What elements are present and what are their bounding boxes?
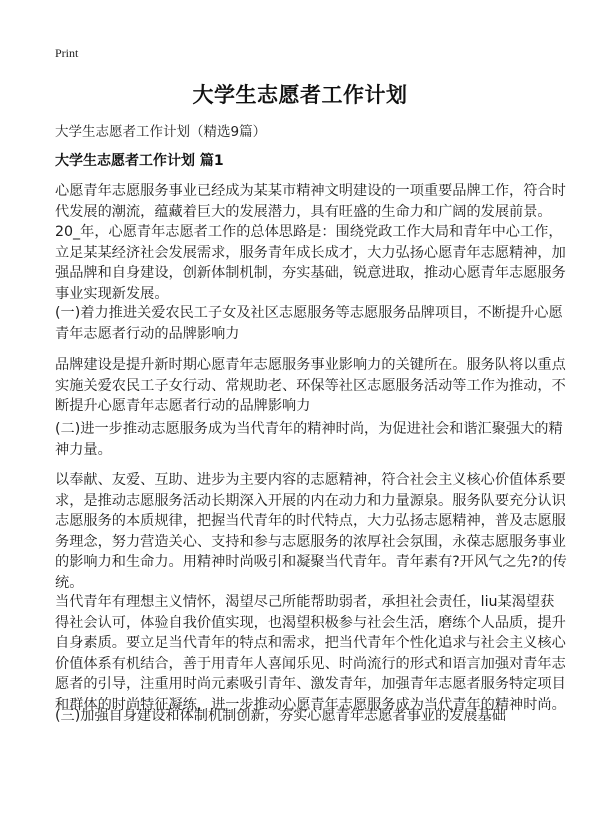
- paragraph-line: 以奉献、友爱、互助、进步为主要内容的志愿精神，符合社会主义核心价值体系要: [55, 472, 566, 488]
- paragraph-line: 代发展的潮流，蕴藏着巨大的发展潜力，具有旺盛的生命力和广阔的发展前景。: [55, 203, 552, 220]
- paragraph-line: 青年志愿者行动的品牌影响力: [55, 325, 240, 342]
- paragraph-line: 20_年，心愿青年志愿者工作的总体思路是：围绕党政工作大局和青年中心工作，: [55, 224, 563, 240]
- paragraph-line: 当代青年有理想主义情怀，渴望尽己所能帮助弱者，承担社会责任，liu某渴望获: [55, 594, 555, 610]
- paragraph-line: 务理念，努力营造关心、支持和参与志愿服务的浓厚社会氛围，永葆志愿服务事业: [55, 533, 566, 550]
- subheading-two: [55, 419, 563, 460]
- subheading-one: [55, 303, 563, 344]
- paragraph-line: 事业实现新发展。: [55, 285, 169, 302]
- paragraph-youth: [55, 592, 566, 715]
- paragraph-line: 强品牌和自身建设，创新体制机制，夯实基础，锐意进取，推动心愿青年志愿服务: [55, 265, 566, 281]
- paragraph-line: 断提升心愿青年志愿者行动的品牌影响力: [55, 398, 311, 414]
- paragraph-line: (三)加强自身建设和体制机制创新，夯实心愿青年志愿者事业的发展基础: [55, 708, 506, 724]
- paragraph-line: 实施关爱农民工子女行动、常规助老、环保等社区志愿服务活动等工作为推动，不: [55, 377, 566, 394]
- paragraph-spirit: [55, 470, 567, 593]
- paragraph-line: 品牌建设是提升新时期心愿青年志愿服务事业影响力的关键所在。服务队将以重点: [55, 357, 566, 373]
- paragraph-line: 立足某某经济社会发展需求，服务青年成长成才，大力弘扬心愿青年志愿精神，加: [55, 244, 566, 261]
- page-title: 大学生志愿者工作计划: [192, 83, 408, 107]
- paragraph-line: 价值体系有机结合，善于用青年人喜闻乐见、时尚流行的形式和语言加强对青年志: [55, 655, 566, 672]
- paragraph-line: 神力量。: [55, 441, 112, 458]
- print-label: Print: [55, 46, 79, 60]
- paragraph-brand: [55, 355, 566, 417]
- paragraph-line: 统。: [55, 574, 84, 591]
- section-heading: 大学生志愿者工作计划 篇1: [55, 153, 224, 169]
- subheading-three: [55, 706, 535, 727]
- paragraph-line: (一)着力推进关爱农民工子女及社区志愿服务等志愿服务品牌项目，不断提升心愿: [55, 305, 563, 321]
- paragraph-line: 愿者的引导，注重用时尚元素吸引青年、激发青年，加强青年志愿者服务特定项目: [55, 676, 566, 692]
- paragraph-line: 的影响力和生命力。用精神时尚吸引和凝聚当代青年。青年素有?开风气之先?的传: [55, 554, 567, 570]
- paragraph-line: 心愿青年志愿服务事业已经成为某某市精神文明建设的一项重要品牌工作，符合时: [55, 183, 566, 199]
- paragraph-intro: [55, 181, 566, 304]
- paragraph-line: (二)进一步推动志愿服务成为当代青年的精神时尚，为促进社会和谐汇聚强大的精: [55, 421, 563, 437]
- paragraph-line: 志愿服务的本质规律，把握当代青年的时代特点，大力弘扬志愿精神，普及志愿服: [55, 513, 566, 529]
- paragraph-line: 得社会认可，体验自我价值实现，也渴望积极参与社会生活，磨练个人品质，提升: [55, 614, 566, 631]
- paragraph-line: 和群体的时尚特征凝练，进一步推动心愿青年志愿服务成为当代青年的精神时尚。: [55, 696, 566, 713]
- paragraph-line: 自身素质。要立足当代青年的特点和需求，把当代青年个性化追求与社会主义核心: [55, 635, 566, 651]
- paragraph-line: 求，是推动志愿服务活动长期深入开展的内在动力和力量源泉。服务队要充分认识: [55, 492, 566, 509]
- document-subtitle: 大学生志愿者工作计划（精选9篇）: [55, 124, 267, 140]
